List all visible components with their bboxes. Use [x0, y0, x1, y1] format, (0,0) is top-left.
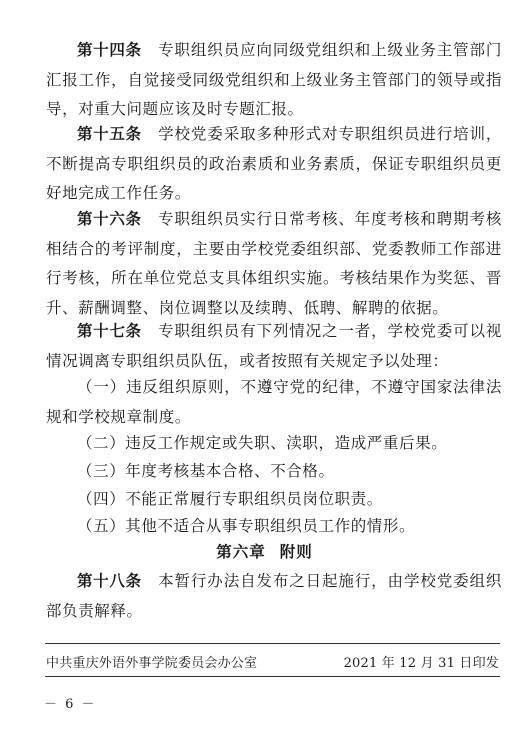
page-number: － 6 － — [44, 697, 97, 712]
article-text: 专职组织员有下列情况之一者，学校党委可以视情况调离专职组织员队伍，或者按照有关规定予以处理： — [46, 322, 502, 370]
chapter-number: 第六章 — [216, 543, 266, 561]
list-item: （三）年度考核基本合格、不合格。 — [77, 462, 335, 480]
chapter-heading — [0, 540, 529, 564]
article-17 — [46, 317, 502, 376]
article-heading: 第十五条 — [77, 125, 142, 143]
article-text: 专职组织员实行日常考核、年度考核和聘期考核相结合的考评制度，主要由学校党委组织部、党委教师工作部进行考核，所在单位党总支具体组织实施。考核结果作为奖惩、晋升、薪酬调整、岗位调整以及续聘、低聘、解聘的依据。 — [46, 210, 502, 317]
list-item: （一）违反组织原则，不遵守党的纪律，不遵守国家法律法规和学校规章制度。 — [46, 378, 502, 426]
article-heading: 第十六条 — [77, 210, 142, 228]
article-14 — [46, 36, 502, 125]
article-text: 学校党委采取多种形式对专职组织员进行培训，不断提高专职组织员的政治素质和业务素质，保证专职组织员更好地完成工作任务。 — [46, 125, 502, 202]
article-text: 本暂行办法自发布之日起施行，由学校党委组织部负责解释。 — [46, 572, 502, 620]
list-item: （四）不能正常履行专职组织员岗位职责。 — [77, 490, 383, 508]
article-15 — [46, 120, 502, 209]
footer-date: 2021 年 12 月 31 日印发 — [343, 656, 499, 671]
article-text: 专职组织员应向同级党组织和上级业务主管部门汇报工作，自觉接受同级党组织和上级业务主管部门的领导或指导，对重大问题应该及时专题汇报。 — [46, 41, 502, 118]
list-item: （二）违反工作规定或失职、渎职，造成严重后果。 — [77, 434, 448, 452]
article-heading: 第十八条 — [77, 572, 142, 590]
chapter-title: 附则 — [279, 543, 313, 561]
list-item: （五）其他不适合从事专职组织员工作的情形。 — [77, 517, 416, 535]
footer-bottom-rule — [45, 676, 500, 677]
article-18 — [46, 567, 502, 626]
article-heading: 第十四条 — [77, 41, 142, 59]
article-heading: 第十七条 — [77, 322, 142, 340]
footer-top-rule — [45, 643, 500, 644]
footer-issuer: 中共重庆外语外事学院委员会办公室 — [46, 656, 258, 671]
article-16 — [46, 205, 502, 323]
